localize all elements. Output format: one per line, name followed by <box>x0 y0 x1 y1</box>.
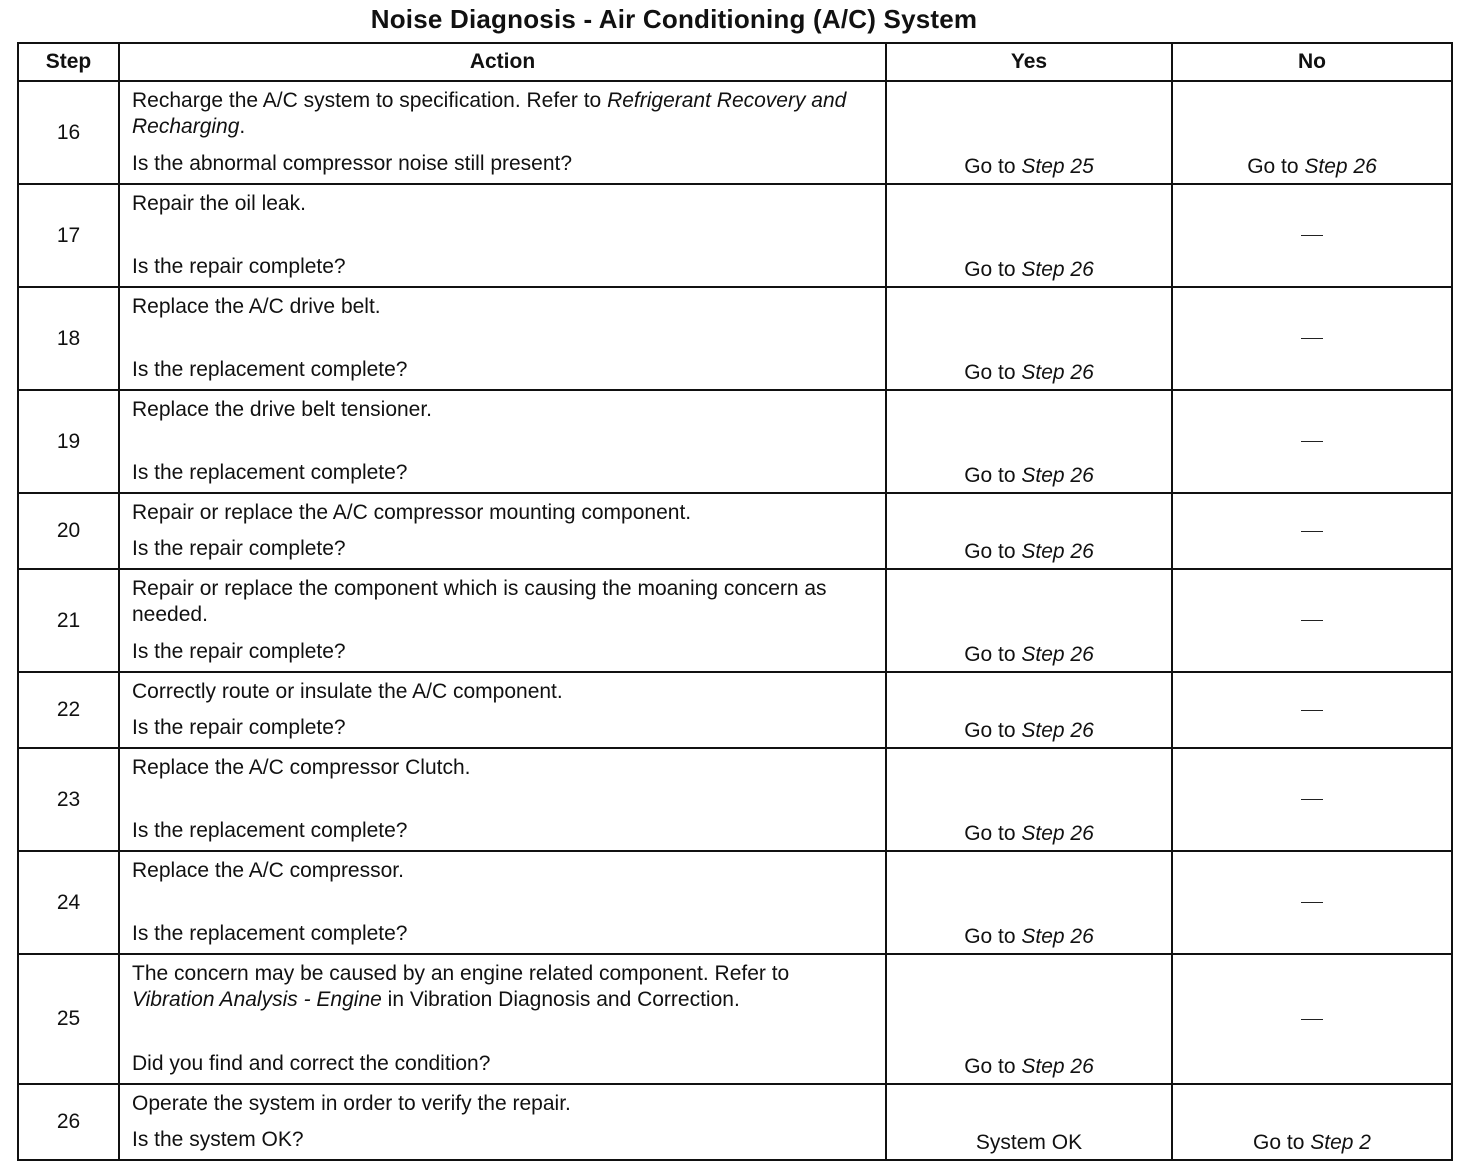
instruction-text: Repair or replace the component which is causing the moaning concern as needed. <box>132 577 827 626</box>
instruction-text: Correctly route or insulate the A/C component. <box>132 680 563 703</box>
action-instruction <box>132 397 875 423</box>
header-step: Step <box>18 43 119 81</box>
goto-step-ref: Step 26 <box>1021 643 1094 666</box>
action-cell <box>119 81 886 184</box>
step-number: 17 <box>18 184 119 287</box>
goto-prefix: Go to <box>964 719 1022 742</box>
table-row <box>18 1084 1452 1160</box>
goto-prefix: Go to <box>964 540 1022 563</box>
goto-prefix: Go to <box>964 1055 1022 1078</box>
no-outcome <box>1172 184 1452 287</box>
goto-step-ref: Step 25 <box>1021 155 1094 178</box>
goto-prefix: Go to <box>964 925 1022 948</box>
instruction-text: Replace the A/C compressor. <box>132 859 404 882</box>
action-instruction <box>132 755 875 781</box>
action-instruction <box>132 1091 875 1117</box>
yes-outcome <box>886 672 1172 748</box>
no-outcome <box>1172 569 1452 672</box>
no-outcome <box>1172 672 1452 748</box>
no-outcome <box>1172 287 1452 390</box>
yes-outcome <box>886 954 1172 1084</box>
not-applicable-dash <box>1301 710 1323 711</box>
step-number: 19 <box>18 390 119 493</box>
no-outcome <box>1172 851 1452 954</box>
action-question: Is the repair complete? <box>132 537 346 560</box>
step-number: 16 <box>18 81 119 184</box>
goto-step-ref: Step 26 <box>1021 540 1094 563</box>
instruction-text: in Vibration Diagnosis and Correction. <box>381 988 740 1011</box>
yes-outcome <box>886 390 1172 493</box>
action-question: Is the replacement complete? <box>132 819 408 842</box>
instruction-text: Operate the system in order to verify the repair. <box>132 1092 571 1115</box>
goto-prefix: Go to <box>964 361 1022 384</box>
action-instruction <box>132 500 875 526</box>
yes-outcome <box>886 81 1172 184</box>
action-cell <box>119 287 886 390</box>
instruction-text: Replace the A/C compressor Clutch. <box>132 756 471 779</box>
step-number: 26 <box>18 1084 119 1160</box>
action-instruction <box>132 191 875 217</box>
page-title: Noise Diagnosis - Air Conditioning (A/C) System <box>370 4 978 34</box>
table-row <box>18 672 1452 748</box>
goto-prefix: Go to <box>1253 1131 1311 1154</box>
action-question: Did you find and correct the condition? <box>132 1052 491 1075</box>
goto-step-ref: Step 26 <box>1021 925 1094 948</box>
no-outcome <box>1172 748 1452 851</box>
no-outcome <box>1172 390 1452 493</box>
goto-step-ref: Step 26 <box>1021 464 1094 487</box>
action-question: Is the repair complete? <box>132 255 346 278</box>
goto-step-ref: Step 26 <box>1021 258 1094 281</box>
table-row <box>18 81 1452 184</box>
goto-prefix: Go to <box>964 155 1022 178</box>
step-number: 21 <box>18 569 119 672</box>
goto-step-ref: Step 2 <box>1310 1131 1371 1154</box>
instruction-text: Repair or replace the A/C compressor mounting component. <box>132 501 692 524</box>
yes-outcome <box>886 493 1172 569</box>
reference-link-text: Vibration Analysis - Engine <box>132 988 382 1011</box>
yes-outcome <box>886 748 1172 851</box>
goto-prefix: Go to <box>1247 155 1305 178</box>
action-instruction <box>132 858 875 884</box>
table-row <box>18 287 1452 390</box>
not-applicable-dash <box>1301 620 1323 621</box>
table-row <box>18 748 1452 851</box>
action-cell <box>119 1084 886 1160</box>
step-number: 20 <box>18 493 119 569</box>
table-row <box>18 493 1452 569</box>
not-applicable-dash <box>1301 338 1323 339</box>
no-outcome <box>1172 1084 1452 1160</box>
action-instruction <box>132 679 875 705</box>
goto-prefix: Go to <box>964 643 1022 666</box>
not-applicable-dash <box>1301 531 1323 532</box>
instruction-text: The concern may be caused by an engine related component. Refer to <box>132 962 790 985</box>
action-cell <box>119 748 886 851</box>
table-row <box>18 954 1452 1084</box>
action-question: Is the replacement complete? <box>132 358 408 381</box>
action-instruction <box>132 294 875 320</box>
goto-step-ref: Step 26 <box>1021 361 1094 384</box>
action-question: Is the abnormal compressor noise still present? <box>132 152 573 175</box>
goto-step-ref: Step 26 <box>1021 1055 1094 1078</box>
action-question: Is the repair complete? <box>132 640 346 663</box>
outcome-text: System OK <box>975 1131 1083 1154</box>
action-instruction <box>132 88 875 140</box>
action-cell <box>119 569 886 672</box>
no-outcome <box>1172 493 1452 569</box>
step-number: 24 <box>18 851 119 954</box>
instruction-text: Replace the drive belt tensioner. <box>132 398 433 421</box>
table-body <box>18 81 1452 1160</box>
instruction-text: . <box>239 115 246 138</box>
header-yes: Yes <box>886 43 1172 81</box>
diagnosis-table <box>17 42 1453 1161</box>
goto-step-ref: Step 26 <box>1021 822 1094 845</box>
no-outcome <box>1172 81 1452 184</box>
no-outcome <box>1172 954 1452 1084</box>
action-question: Is the repair complete? <box>132 716 346 739</box>
table-row <box>18 569 1452 672</box>
action-cell <box>119 493 886 569</box>
goto-prefix: Go to <box>964 258 1022 281</box>
not-applicable-dash <box>1301 1019 1323 1020</box>
instruction-text: Recharge the A/C system to specification. Refer to <box>132 89 608 112</box>
action-question: Is the replacement complete? <box>132 922 408 945</box>
action-question: Is the system OK? <box>132 1128 304 1151</box>
goto-step-ref: Step 26 <box>1304 155 1377 178</box>
action-cell <box>119 851 886 954</box>
header-action: Action <box>119 43 886 81</box>
reference-link-text: Refrigerant Recovery and Recharging <box>132 89 847 138</box>
not-applicable-dash <box>1301 902 1323 903</box>
yes-outcome <box>886 851 1172 954</box>
step-number: 25 <box>18 954 119 1084</box>
action-question: Is the replacement complete? <box>132 461 408 484</box>
action-cell <box>119 390 886 493</box>
goto-step-ref: Step 26 <box>1021 719 1094 742</box>
not-applicable-dash <box>1301 799 1323 800</box>
table-row <box>18 184 1452 287</box>
instruction-text: Repair the oil leak. <box>132 192 306 215</box>
yes-outcome <box>886 569 1172 672</box>
yes-outcome <box>886 184 1172 287</box>
action-instruction <box>132 961 875 1013</box>
not-applicable-dash <box>1301 235 1323 236</box>
step-number: 18 <box>18 287 119 390</box>
step-number: 22 <box>18 672 119 748</box>
yes-outcome <box>886 1084 1172 1160</box>
action-cell <box>119 672 886 748</box>
goto-prefix: Go to <box>964 822 1022 845</box>
yes-outcome <box>886 287 1172 390</box>
table-row <box>18 851 1452 954</box>
step-number: 23 <box>18 748 119 851</box>
action-instruction <box>132 576 875 628</box>
goto-prefix: Go to <box>964 464 1022 487</box>
instruction-text: Replace the A/C drive belt. <box>132 295 381 318</box>
table-row <box>18 390 1452 493</box>
header-row <box>18 43 1452 81</box>
not-applicable-dash <box>1301 441 1323 442</box>
action-cell <box>119 184 886 287</box>
header-no: No <box>1172 43 1452 81</box>
action-cell <box>119 954 886 1084</box>
